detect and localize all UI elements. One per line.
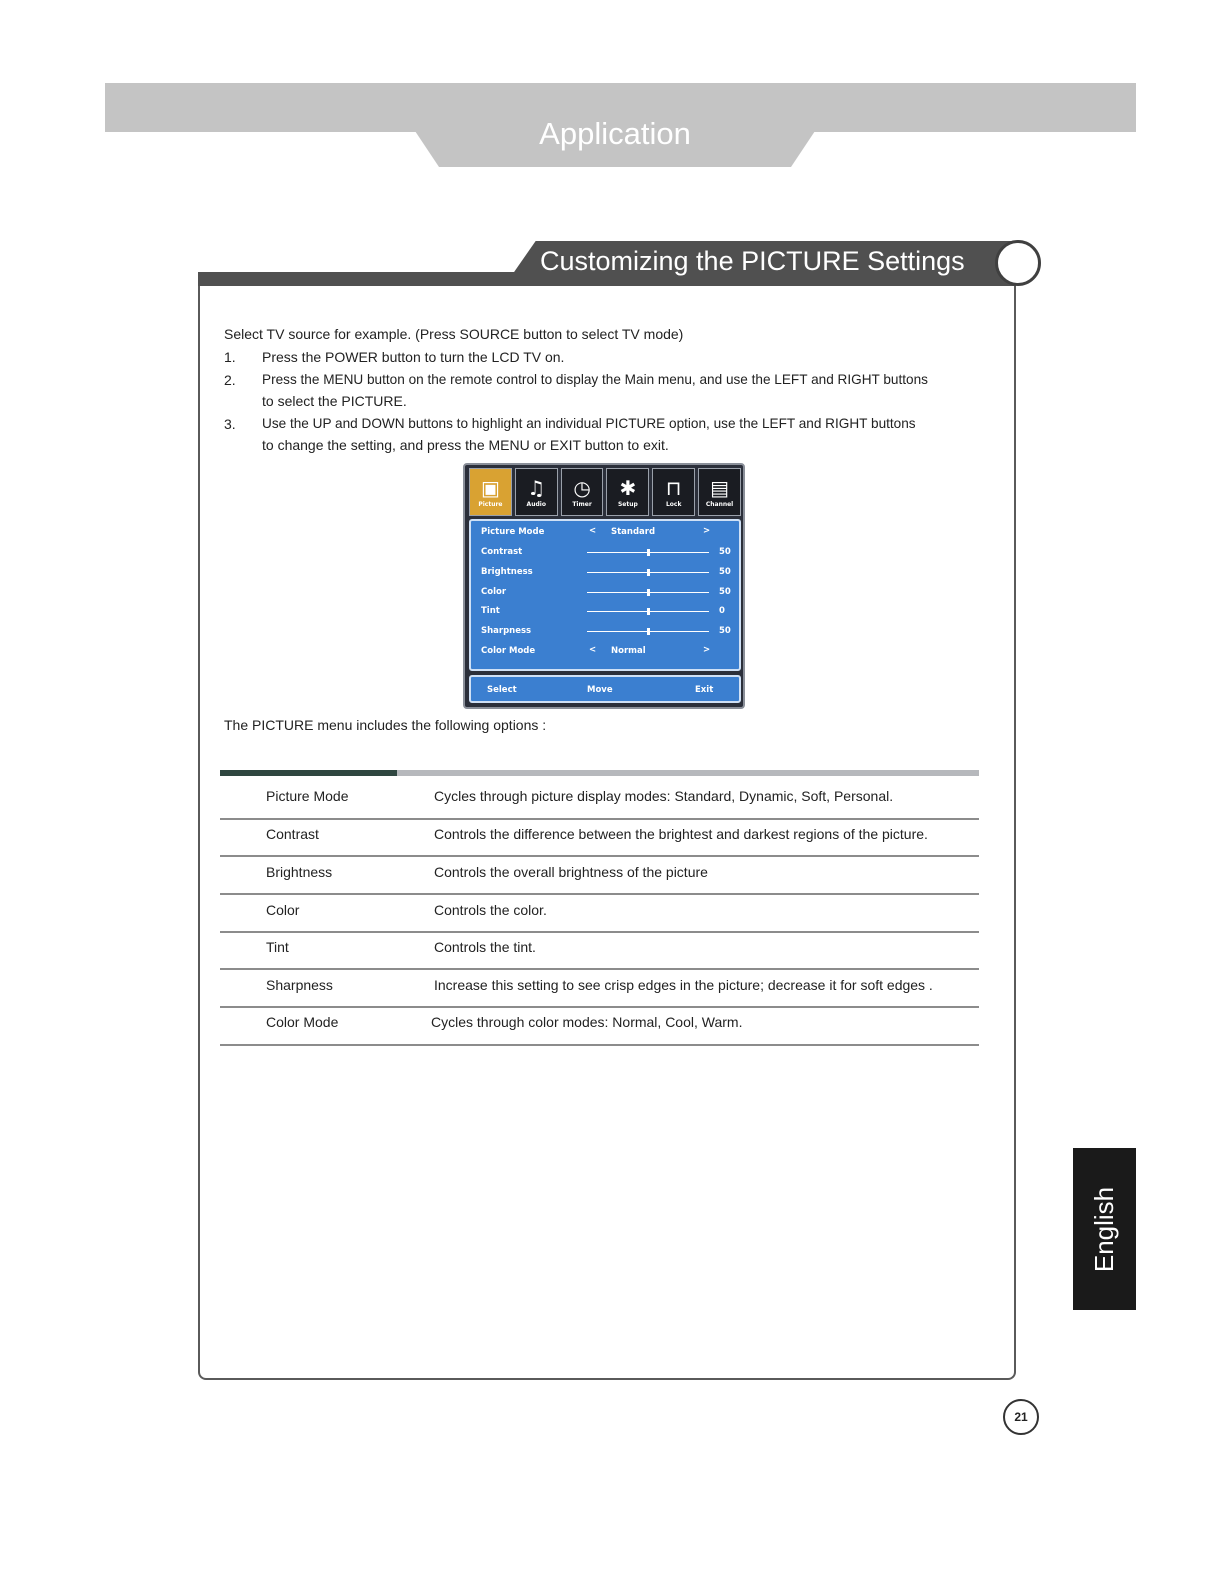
tv-tab-caption: Channel [705,500,734,508]
tv-row-label: Brightness [481,567,533,577]
tv-slider-knob [647,608,650,615]
tv-row-tint [481,605,733,619]
left-arrow-icon: < [589,526,597,536]
language-tab-label-wrap [1073,1148,1136,1310]
picture-icon: ▣ [480,475,500,500]
tv-tab-lock [652,468,695,516]
table-header-bar [397,770,979,776]
tv-row-value: 50 [719,567,731,577]
tv-tab-channel [698,468,741,516]
page-number: 21 [1003,1399,1039,1435]
timer-icon: ◷ [573,475,591,500]
tv-tab-caption: Setup [617,500,638,508]
step-text: to change the setting, and press the MENU or EXIT button to exit. [262,437,669,453]
step-text: Press the POWER button to turn the LCD TV on. [262,349,565,365]
tv-menu-footer [469,675,741,703]
table-divider [220,818,979,820]
audio-icon: ♫ [527,475,546,500]
option-desc: Controls the color. [434,902,547,918]
option-name: Color Mode [266,1014,339,1030]
option-name: Brightness [266,864,333,880]
tv-slider-knob [647,628,650,635]
tv-footer-exit: Exit [695,685,714,695]
tv-row-label: Color Mode [481,646,536,656]
option-name: Contrast [266,826,319,842]
tv-row-value: 50 [719,547,731,557]
table-divider [220,893,979,895]
table-header-bar [220,770,397,776]
tv-row-label: Picture Mode [481,527,545,537]
step-number: 1. [224,349,236,365]
right-arrow-icon: > [703,645,711,655]
tv-menu-panel [469,519,741,671]
setup-icon: ✱ [619,475,637,500]
language-tab-label: English [1089,1186,1119,1272]
option-name: Sharpness [266,977,333,993]
tv-tab-caption: Timer [572,500,592,508]
right-arrow-icon: > [703,526,711,536]
tv-row-label: Tint [481,606,500,616]
lock-icon: ⊓ [665,475,682,500]
section-title: Customizing the PICTURE Settings [540,246,965,276]
table-divider [220,1006,979,1008]
option-name: Tint [266,939,289,955]
tv-row-color-mode [481,645,733,659]
options-intro: The PICTURE menu includes the following options : [224,717,547,733]
tv-row-value: 50 [719,626,731,636]
step-number: 2. [224,372,236,388]
step-number: 3. [224,416,236,432]
table-divider [220,931,979,933]
tv-slider-knob [647,589,650,596]
step-text: Press the MENU button on the remote control to display the Main menu, and use the LEFT and RIGHT buttons [262,372,928,387]
option-desc: Cycles through picture display modes: Standard, Dynamic, Soft, Personal. [434,788,894,804]
step-text: Use the UP and DOWN buttons to highlight an individual PICTURE option, use the LEFT and RIGHT buttons [262,416,916,431]
channel-icon: ▤ [710,475,729,500]
tv-row-label: Color [481,587,507,597]
tv-tab-setup [606,468,649,516]
option-desc: Controls the tint. [434,939,536,955]
tv-tab-caption: Lock [665,500,682,508]
option-desc: Increase this setting to see crisp edges in the picture; decrease it for soft edges . [434,977,933,993]
tv-menu-screenshot [463,463,745,709]
tv-row-option: Standard [611,527,656,537]
tv-row-sharpness [481,625,733,639]
tv-row-value: 50 [719,587,731,597]
option-name: Color [266,902,300,918]
option-desc: Cycles through color modes: Normal, Cool, Warm. [431,1014,743,1030]
option-name: Picture Mode [266,788,349,804]
tv-tab-audio [515,468,558,516]
intro-text: Select TV source for example. (Press SOURCE button to select TV mode) [224,326,684,342]
tv-row-label: Sharpness [481,626,532,636]
tv-row-value: 0 [719,606,725,616]
tv-row-option: Normal [611,646,646,656]
tv-row-color [481,586,733,600]
tv-tab-caption: Audio [526,500,546,508]
table-divider [220,1044,979,1046]
tv-tab-caption: Picture [478,500,503,508]
option-desc: Controls the overall brightness of the picture [434,864,708,880]
tv-slider-knob [647,569,650,576]
tv-footer-select: Select [487,685,517,695]
step-text: to select the PICTURE. [262,393,407,409]
left-arrow-icon: < [589,645,597,655]
option-desc: Controls the difference between the brightest and darkest regions of the picture. [434,826,928,842]
tv-tab-timer [561,468,604,516]
table-divider [220,855,979,857]
tv-footer-move: Move [587,685,613,695]
section-circle-icon [995,240,1041,286]
tv-row-label: Contrast [481,547,523,557]
table-divider [220,968,979,970]
tv-row-brightness [481,566,733,580]
tv-row-picture-mode [481,526,733,540]
tv-tab-picture [469,468,512,516]
tv-slider-knob [647,549,650,556]
page-title: Application [539,116,691,151]
tv-menu-tabs [469,468,741,516]
tv-row-contrast [481,546,733,560]
